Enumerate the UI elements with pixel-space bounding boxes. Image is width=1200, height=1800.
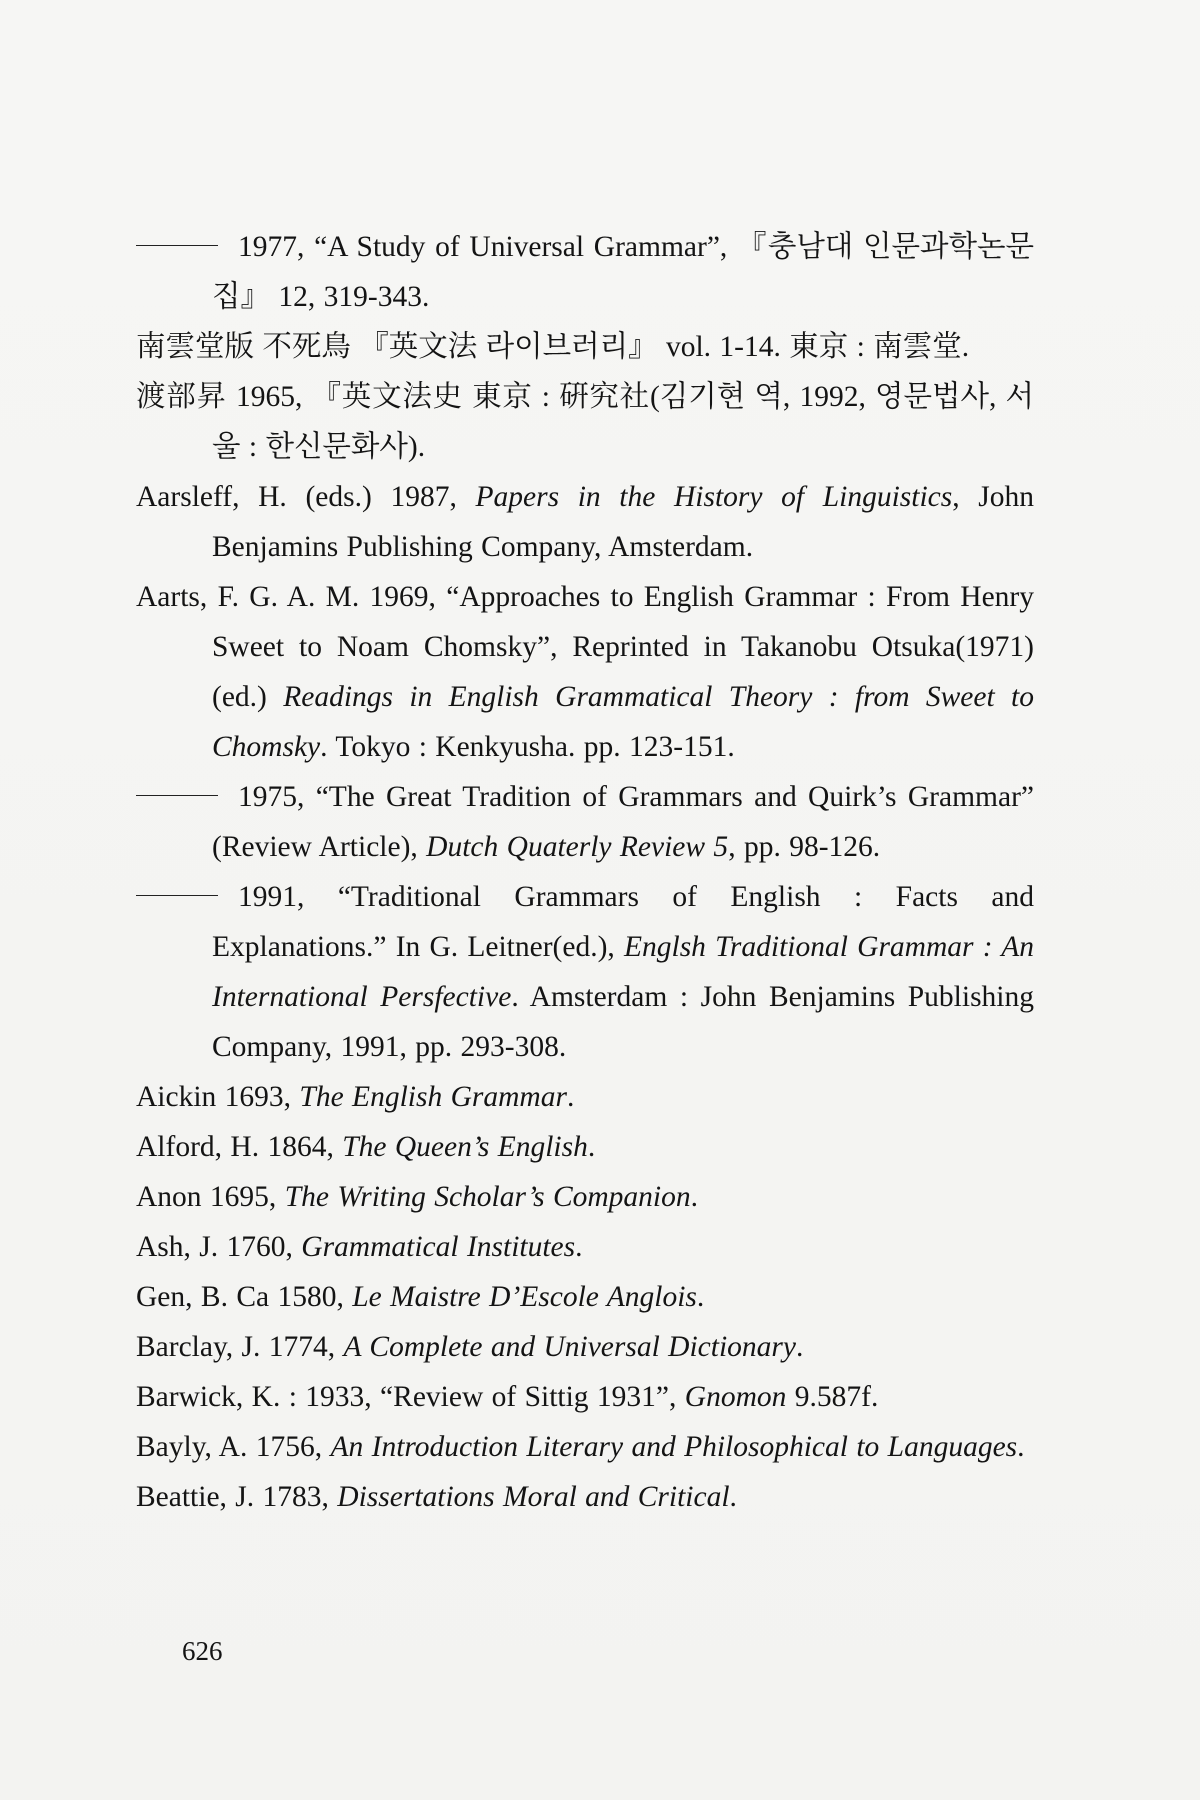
reference-entry: [136, 472, 1034, 572]
reference-text: .: [587, 1131, 596, 1163]
reference-text: Aickin 1693,: [136, 1081, 300, 1113]
reference-text: 南雲堂版 不死鳥 『英文法 라이브러리』 vol. 1-14. 東京 : 南雲堂.: [136, 331, 970, 363]
reference-text: Aarts, F. G. A. M. 1969, “Approaches to English Grammar : From Henry Sweet to Noam Chomsky”, Reprinted in Takanobu Otsuka(1971)(ed.): [136, 581, 1034, 713]
reference-text: .: [796, 1331, 804, 1363]
reference-text: .: [1017, 1431, 1025, 1463]
reference-text: .: [696, 1281, 705, 1313]
reference-text: .: [575, 1231, 583, 1263]
reference-text: Ash, J. 1760,: [136, 1231, 302, 1263]
reference-text: 1977, “A Study of Universal Grammar”, 『충남대 인문과학논문집』 12, 319-343.: [212, 231, 1034, 313]
ditto-dash: [136, 245, 218, 246]
reference-text: , John Benjamins Publishing Company, Amsterdam.: [212, 481, 1034, 563]
reference-title: Le Maistre D’Escole Anglois: [352, 1281, 697, 1313]
reference-entry: [136, 1322, 1034, 1372]
reference-entry: [136, 772, 1034, 872]
reference-entry: [136, 572, 1034, 772]
reference-title: Dutch Quaterly Review 5: [426, 831, 729, 863]
reference-text: Anon 1695,: [136, 1181, 285, 1213]
reference-text: Bayly, A. 1756,: [136, 1431, 331, 1463]
reference-title: Grammatical Institutes: [301, 1231, 576, 1263]
reference-text: . Tokyo : Kenkyusha. pp. 123-151.: [320, 731, 735, 763]
reference-entry: [136, 872, 1034, 1072]
reference-title: The Writing Scholar’s Companion: [284, 1181, 691, 1213]
reference-text: 渡部昇 1965, 『英文法史 東京 : 硏究社(김기현 역, 1992, 영문법사, 서울 : 한신문화사).: [136, 381, 1034, 463]
ditto-dash: [136, 895, 218, 896]
reference-entry: [136, 1472, 1034, 1522]
reference-text: Alford, H. 1864,: [136, 1131, 343, 1163]
reference-title: Gnomon: [684, 1381, 787, 1413]
reference-title: An Introduction Literary and Philosophical to Languages: [330, 1431, 1018, 1463]
reference-title: The English Grammar: [299, 1081, 567, 1113]
reference-title: Papers in the History of Linguistics: [475, 481, 953, 513]
reference-text: .: [729, 1481, 737, 1513]
reference-text: , pp. 98-126.: [728, 831, 881, 863]
reference-text: .: [566, 1081, 575, 1113]
reference-text: Gen, B. Ca 1580,: [136, 1281, 353, 1313]
reference-entry: [136, 1172, 1034, 1222]
reference-title: The Queen’s English: [342, 1131, 588, 1163]
page-number: 626: [182, 1636, 223, 1666]
reference-text: 9.587f.: [786, 1381, 879, 1413]
reference-entry: [136, 322, 1034, 372]
reference-text: Barclay, J. 1774,: [136, 1331, 344, 1363]
reference-entry: [136, 1072, 1034, 1122]
ditto-dash: [136, 795, 218, 796]
reference-text: 1975, “The Great Tradition of Grammars and Quirk’s Grammar” (Review Article),: [212, 781, 1034, 863]
reference-title: Englsh Traditional Grammar : An International Persfective: [212, 931, 1034, 1013]
reference-entry: [136, 372, 1034, 472]
reference-text: Beattie, J. 1783,: [136, 1481, 338, 1513]
reference-title: Dissertations Moral and Critical: [337, 1481, 730, 1513]
reference-text: Aarsleff, H. (eds.) 1987,: [136, 481, 476, 513]
reference-text: .: [690, 1181, 698, 1213]
reference-title: Readings in English Grammatical Theory : from Sweet to Chomsky: [212, 681, 1034, 763]
reference-title: A Complete and Universal Dictionary: [343, 1331, 796, 1363]
reference-entry: [136, 1222, 1034, 1272]
reference-entry: [136, 1422, 1034, 1472]
reference-entry: [136, 1122, 1034, 1172]
reference-entry: [136, 222, 1034, 322]
reference-entry: [136, 1272, 1034, 1322]
reference-text: Barwick, K. : 1933, “Review of Sittig 1931”,: [136, 1381, 685, 1413]
reference-list: [136, 222, 1034, 1522]
reference-text: 1991, “Traditional Grammars of English : Facts and Explanations.” In G. Leitner(ed.),: [212, 881, 1034, 963]
reference-text: . Amsterdam : John Benjamins Publishing Company, 1991, pp. 293-308.: [212, 981, 1034, 1063]
reference-entry: [136, 1372, 1034, 1422]
